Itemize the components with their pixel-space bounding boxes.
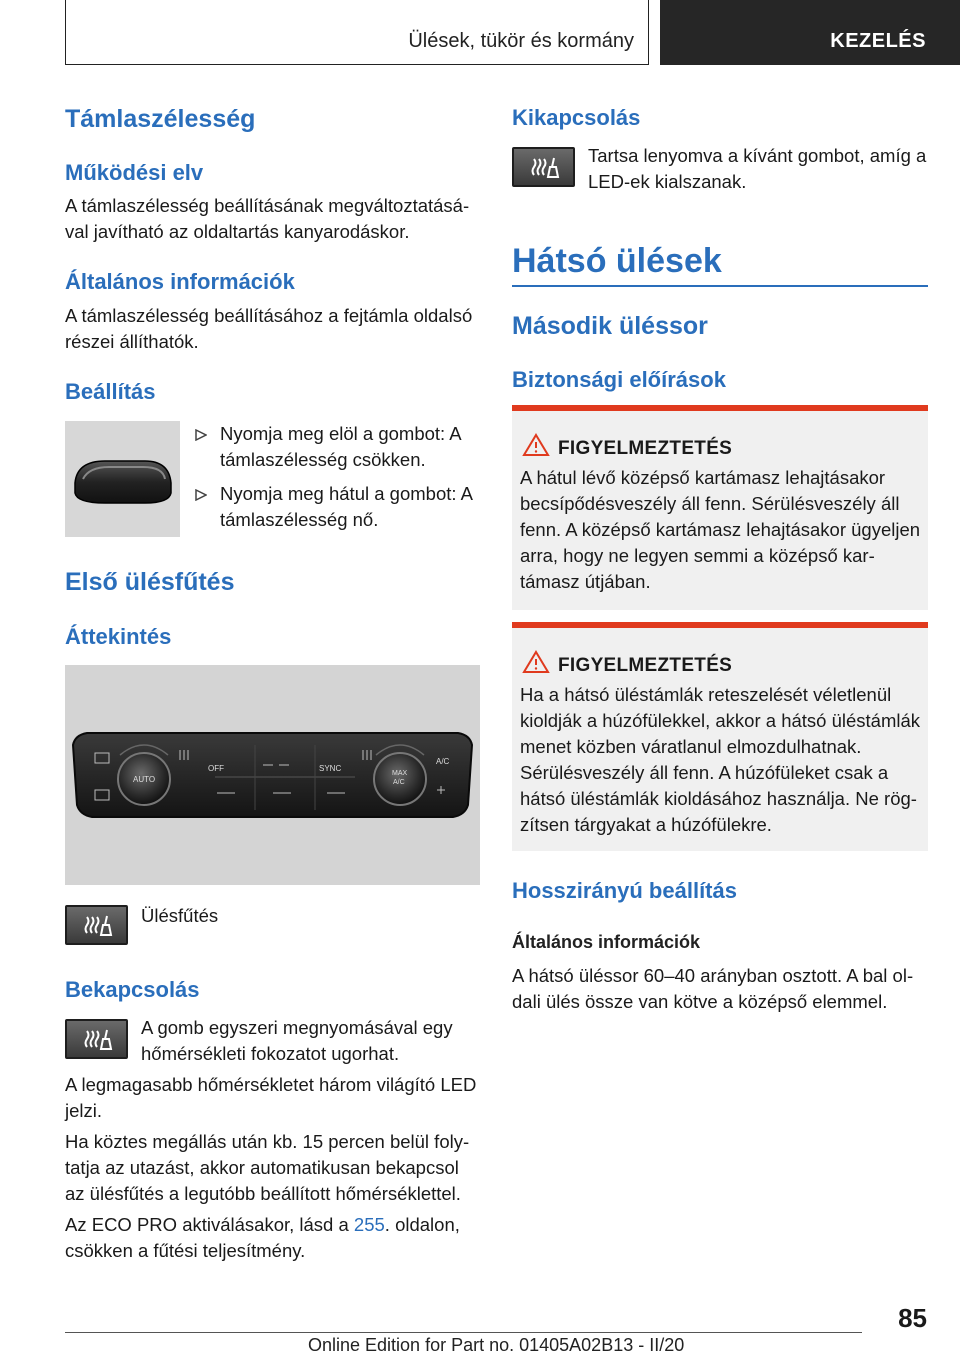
bullet-triangle-icon xyxy=(195,489,207,501)
text-altalanos-informaciok-2: A hátsó üléssor 60–40 arányban osztott. A bal oldali ülés össze van kötve a középső elemmel. xyxy=(512,965,914,1012)
heading-altalanos-informaciok: Általános információk xyxy=(65,269,295,294)
seat-heating-button xyxy=(65,905,128,945)
heading-underline xyxy=(512,285,928,287)
text-altalanos-informaciok: A támlaszélesség beállításához a fejtámla oldalsó részei állíthatók. xyxy=(65,305,473,352)
warning-title-1: FIGYELMEZTETÉS xyxy=(558,438,733,459)
chapter-tab xyxy=(660,0,960,65)
text-bekapcsolas-3: Ha köztes megállás után kb. 15 percen belül folytatja az utazást, akkor automatikusan bekapcsol az ülésfűtés a legutóbb beállított hőmérséklettel. xyxy=(65,1131,470,1204)
backrest-width-button-image xyxy=(65,421,180,537)
heading-hosszirany-beallitas: Hosszirányú beállítás xyxy=(512,878,737,903)
page-reference-link[interactable]: 255 xyxy=(353,1214,385,1235)
warning-text-1: A hátul lévő középső kartámasz lehajtásakor becsípődésveszély áll fenn. Sérülésveszély áll fenn. A középső kartámasz lehajtásakor ügyeljen arra, hogy ne legyen semmi a középső kartámasz útjában. xyxy=(520,467,921,592)
panel-label-auto: AUTO xyxy=(133,775,156,784)
panel-label-max-ac: A/C xyxy=(393,779,405,786)
heading-masodik-ulessor: Második üléssor xyxy=(512,312,708,340)
climate-panel-illustration xyxy=(65,665,480,885)
running-header xyxy=(65,0,649,65)
text-eco-pro: Az ECO PRO aktiválásakor, lásd a xyxy=(65,1214,354,1235)
text-bekapcsolas-2: A legmagasabb hőmérsékletet három világító LED jelzi. xyxy=(65,1074,477,1121)
text-bekapcsolas-1: A gomb egyszeri megnyomásával egy hőmérsékleti fokozatot ugorhat. xyxy=(141,1017,453,1064)
text-kikapcsolas: Tartsa lenyomva a kívánt gombot, amíg a LED-ek kialszanak. xyxy=(588,145,927,192)
heading-bekapcsolas: Bekapcsolás xyxy=(65,977,200,1002)
heading-hatso-ulesek: Hátsó ülések xyxy=(512,242,722,280)
text-bekapcsolas-4 xyxy=(65,1212,480,1264)
heading-kikapcsolas: Kikapcsolás xyxy=(512,105,641,130)
chapter-title: KEZELÉS xyxy=(830,30,926,52)
text-eco-pro-end: . oldalon, csökken a fűtési teljesítmény. xyxy=(65,1214,460,1261)
heading-altalanos-informaciok-2: Általános információk xyxy=(512,932,701,952)
seat-heating-icon xyxy=(530,155,560,181)
heading-elso-ulesfutes: Első ülésfűtés xyxy=(65,568,235,596)
warning-title-2: FIGYELMEZTETÉS xyxy=(558,655,733,676)
warning-box-1 xyxy=(512,405,928,610)
warning-triangle-icon xyxy=(522,433,550,457)
panel-label-sync: SYNC xyxy=(319,764,342,773)
bullet-text: Nyomja meg elöl a gombot: A támlaszélesség csökken. xyxy=(220,423,461,470)
heading-beallitas: Beállítás xyxy=(65,379,156,404)
caption-ulesfutes: Ülésfűtés xyxy=(141,905,219,926)
text-mukodesi-elv: A támlaszélesség beállításának megváltoztatásával javítható az oldaltartás kanyarodáskor. xyxy=(65,195,470,242)
page-number: 85 xyxy=(898,1303,927,1333)
panel-label-ac: A/C xyxy=(436,757,450,766)
heading-mukodesi-elv: Működési elv xyxy=(65,160,204,185)
climate-control-panel-image xyxy=(65,665,480,885)
warning-box-2 xyxy=(512,622,928,851)
list-item xyxy=(195,421,480,473)
panel-label-max: MAX xyxy=(392,770,408,777)
heading-attekintes: Áttekintés xyxy=(65,624,172,649)
footer-divider xyxy=(65,1332,862,1333)
heading-tamlaszelesseg: Támlaszélesség xyxy=(65,105,256,133)
backrest-width-button-icon xyxy=(65,421,180,537)
warning-text-2: Ha a hátsó üléstámlák reteszelését véletlenül kioldják a húzófülekkel, akkor a hátsó üléstámlák menet közben váratlanul elmozdulhatnak. Sérülésveszély áll fenn. A húzófüleket csak a hátsó üléstámlák kioldásához használja. Ne rögzítsen tárgyakat a húzófülekre. xyxy=(520,684,921,835)
warning-triangle-icon xyxy=(522,650,550,674)
panel-label-off: OFF xyxy=(208,764,224,773)
bullet-text: Nyomja meg hátul a gombot: A támlaszélesség nő. xyxy=(220,483,472,530)
section-title: Ülések, tükör és kormány xyxy=(408,30,634,52)
seat-heating-button-off xyxy=(512,147,575,187)
seat-heating-button-on xyxy=(65,1019,128,1059)
seat-heating-icon xyxy=(83,913,113,939)
seat-heating-icon xyxy=(83,1027,113,1053)
heading-biztonsagi-eloirasok: Biztonsági előírások xyxy=(512,367,726,392)
footer-edition: Online Edition for Part no. 01405A02B13 - II/20 xyxy=(308,1335,685,1355)
bullet-list xyxy=(195,421,480,533)
bullet-triangle-icon xyxy=(195,429,207,441)
list-item xyxy=(195,481,480,533)
